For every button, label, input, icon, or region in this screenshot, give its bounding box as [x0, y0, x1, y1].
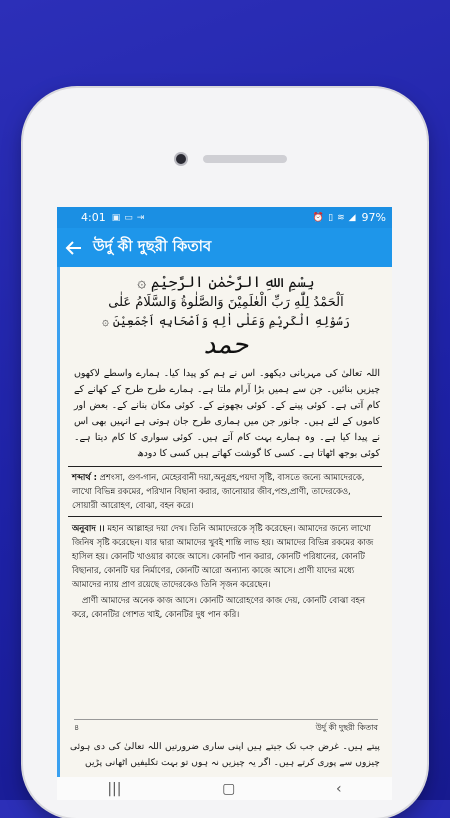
- system-icons: [313, 211, 386, 224]
- vibrate-icon: ▯: [328, 212, 334, 223]
- book-page[interactable]: [57, 267, 392, 777]
- navigation-bar: [57, 777, 392, 800]
- back-arrow-icon[interactable]: [63, 237, 85, 259]
- translation-p2: প্রাণী আমাদের অনেক কাজ আসে। কোনটি আরোহণের কাজ দেয়, কোনটি বোঝা বহন করে, কোনটির গোশত খাই, কোনটির দুধ পান করি।: [72, 595, 365, 619]
- status-bar: [57, 207, 392, 228]
- download-icon: ⇥: [136, 212, 145, 223]
- notification-icons: [112, 213, 145, 223]
- home-icon[interactable]: ▢: [222, 780, 236, 797]
- vocabulary-box: [68, 466, 382, 517]
- arabic-line-3: رَسُوْلِهِ الْكَرِيْمِ وَعَلٰى اٰلِهٖ وَاَصْحَابِهٖ اَجْمَعِيْنَ ۞: [102, 314, 350, 328]
- vocab-label: শব্দার্থ :: [72, 472, 97, 482]
- page-title: উর্দু কী দুছরী কিতাব: [93, 237, 212, 255]
- bismillah-line: بِسْمِ اللهِ الرَّحْمٰنِ الرَّحِيْمِ ۞: [137, 273, 315, 291]
- app-screen: [57, 207, 392, 800]
- translation-p1: মহান আল্লাহর দয়া দেখ। তিনি আমাদেরকে সৃষ্টি করেছেন। আমাদের জন্যে লাখো জিনিষ সৃষ্টি করেছেন। যার দ্বারা আমাদের খুবই শান্তি লাভ হয়। আমাদের বিভিন্ন রকমের কাজ হাসিল হয়। কোনটি খাওয়ার কাজে আসে। কোনটি পান করার, কোনটি পরিধানের, কোনটি বিছানার, কোনটি ঘর নির্মাণের, কোনটি আরো অন্যান্য কাজে আসে। প্রাণী যাদের মধ্যে আমাদের ন্যায় প্রাণ রয়েছে তাদেরকেও তিনি সৃজন করেছেন।: [72, 523, 374, 589]
- urdu-paragraph-2: پیتے ہیں۔ غرض جب تک جیتے ہیں اپنی ساری ضرورتیں اللہ تعالیٰ کی دی ہوئی چیزوں سے پوری کرتے ہیں۔ اگر یہ چیزیں نہ ہوں تو بہت تکلیفیں اٹھانی پڑیں: [70, 741, 380, 768]
- vocab-text: প্রশংসা, গুণ-গান, মেহেরবানী দয়া,অনুগ্রহ,পয়দা সৃষ্টি, বাসতে জন্যে আমাদেরকে, লাখো বিভিন্ন রকমের, পরিখান বিছানা করার, জানোয়ার জীব,পশু,প্রাণী, তাদেরকেও, সোয়ারী আরোহণ, বোঝা, বহন করে।: [72, 472, 365, 510]
- alarm-icon: ⏰: [312, 212, 325, 223]
- page-number: ৪: [74, 723, 80, 732]
- footer-book-title: উর্দু কী দুছরী কিতাব: [315, 723, 378, 732]
- signal-icon: ◢: [348, 212, 356, 223]
- page-footer: [74, 719, 378, 735]
- wifi-icon: ≋: [337, 212, 345, 223]
- camera-icon: [176, 154, 186, 164]
- back-nav-icon[interactable]: ‹: [336, 780, 342, 797]
- translation-block: [68, 521, 382, 621]
- status-time: 4:01: [81, 211, 106, 224]
- chapter-heading: حمد: [203, 330, 249, 360]
- speaker-grille: [203, 155, 287, 163]
- message-icon: ▭: [124, 212, 133, 223]
- recents-icon[interactable]: |||: [107, 780, 122, 797]
- image-icon: ▣: [111, 212, 121, 223]
- app-bar: [57, 228, 392, 267]
- battery-level: 97%: [361, 211, 386, 224]
- urdu-paragraph: اللہ تعالیٰ کی مہربانی دیکھو۔ اس نے ہم کو پیدا کیا۔ ہمارے واسطے لاکھوں چیزیں بنائیں۔ جن سے ہمیں بڑا آرام ملتا ہے۔ ہمارے طرح طرح کے کھانے کے کام آتی ہے۔ کوئی پینے کے۔ کوئی بچھونے کے۔ کوئی مکان بنانے کے۔ بعض اور کاموں کے لئے ہیں۔ جانور جن میں ہماری طرح جان ہوتی ہے انہیں بھی اس نے پیدا کیا ہے۔ وہ ہمارے بہت کام آتے ہیں۔ کوئی سواری کا کام دیتا ہے۔ کوئی بوجھ اٹھاتا ہے۔ کسی کا گوشت کھاتے ہیں کسی کا دودھ: [74, 368, 380, 459]
- translation-label: অনুবাদ ।।: [72, 523, 105, 533]
- arabic-line-2: اَلْحَمْدُ لِلّٰهِ رَبِّ الْعٰلَمِيْنَ وَالصَّلٰوةُ وَالسَّلَامُ عَلٰى: [108, 295, 344, 310]
